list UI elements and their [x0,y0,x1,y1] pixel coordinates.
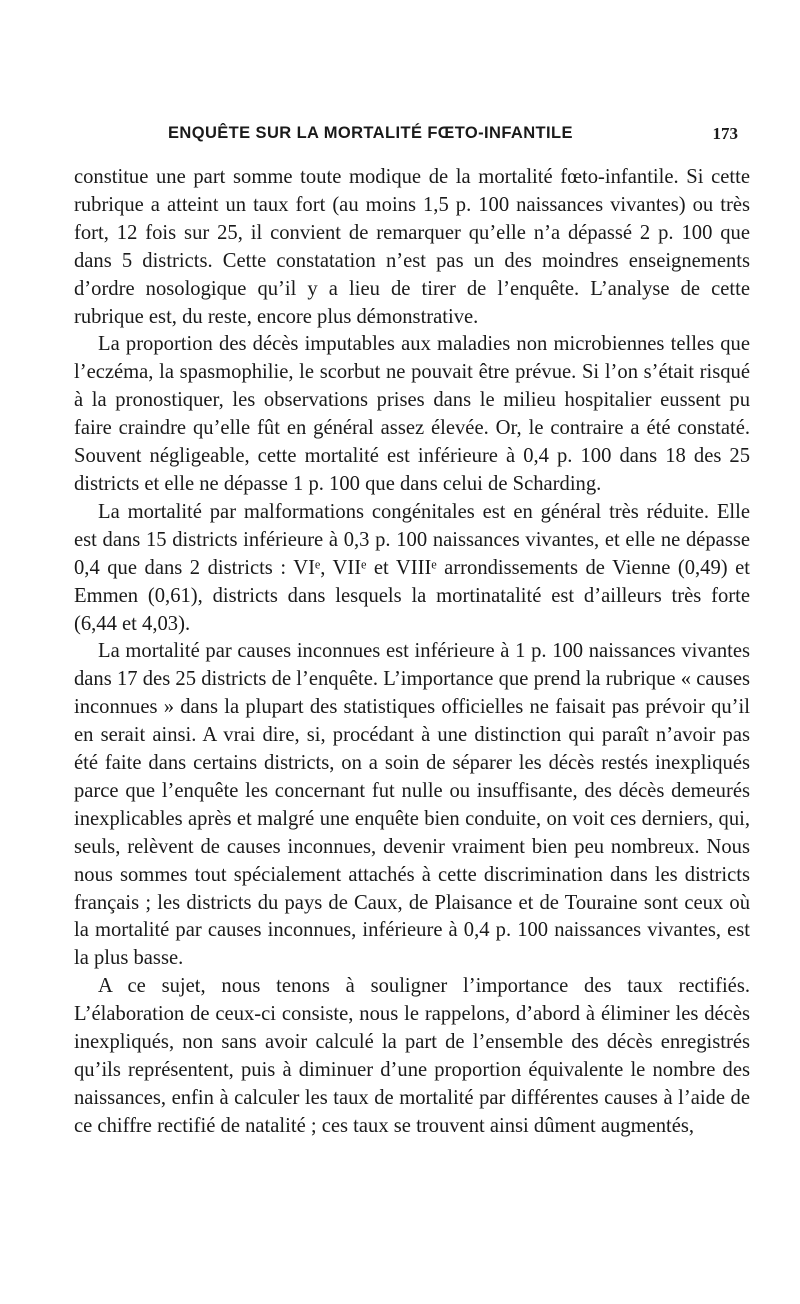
paragraph: La mortalité par causes inconnues est inférieure à 1 p. 100 naissances vivantes dans 17 des 25 districts de l’enquête. L’importance que prend la rubrique « causes inconnues » dans la plupart des statistiques officielles ne faisait pas prévoir qu’il en serait ainsi. A vrai dire, si, procédant à une distinction qui paraît n’avoir pas été faite dans certains districts, on a soin de séparer les décès restés inexpliqués parce que l’enquête les concernant fut nulle ou insuffisante, des décès demeurés inexplicables après et malgré une enquête bien conduite, on voit ces derniers, qui, seuls, relèvent de causes inconnues, devenir vraiment bien peu nombreux. Nous nous sommes tout spécialement attachés à cette discrimination dans les districts français ; les districts du pays de Caux, de Plaisance et de Touraine sont ceux où la mortalité par causes inconnues, inférieure à 0,4 p. 100 naissances vivantes, est la plus basse. [74,640,750,970]
running-head [74,120,750,150]
running-title: ENQUÊTE SUR LA MORTALITÉ FŒTO-INFANTILE [168,124,573,142]
paragraph: A ce sujet, nous tenons à souligner l’importance des taux rectifiés. L’élaboration de ceux-ci consiste, nous le rappelons, d’abord à éliminer les décès inexpliqués, non sans avoir calculé la part de l’ensemble des décès enregistrés qu’ils représentent, puis à diminuer d’une proportion équivalente le nombre des naissances, enfin à calculer les taux de mortalité par différentes causes à l’aide de ce chiffre rectifié de natalité ; ces taux se trouvent ainsi dûment augmentés, [74,975,750,1137]
page-number: 173 [712,124,738,143]
paragraph-continuation: constitue une part somme toute modique de la mortalité fœto-infantile. Si cette rubrique a atteint un taux fort (au moins 1,5 p. 100 naissances vivantes) ou très fort, 12 fois sur 25, il convient de remarquer qu’elle n’a dépassé 2 p. 100 que dans 5 districts. Cette constatation n’est pas un des moindres enseignements d’ordre nosologique qu’il y a lieu de tirer de l’enquête. L’analyse de cette rubrique est, du reste, encore plus démonstrative. [74,166,750,328]
paragraph: La mortalité par malformations congénitales est en général très réduite. Elle est dans 15 districts inférieure à 0,3 p. 100 naissances vivantes, et elle ne dépasse 0,4 que dans 2 districts : VIᵉ, VIIᵉ et VIIIᵉ arrondissements de Vienne (0,49) et Emmen (0,61), districts dans lesquels la mortinatalité est d’ailleurs très forte (6,44 et 4,03). [74,500,750,635]
body-text [74,164,750,1141]
paragraph: La proportion des décès imputables aux maladies non microbiennes telles que l’eczéma, la spasmophilie, le scorbut ne pouvait être prévue. Si l’on s’était risqué à la pronostiquer, les observations prises dans le milieu hospitalier eussent pu faire craindre qu’elle fût en général assez élevée. Or, le contraire a été constaté. Souvent négligeable, cette mortalité est inférieure à 0,4 p. 100 dans 18 des 25 districts et elle ne dépasse 1 p. 100 que dans celui de Scharding. [74,333,750,495]
page [74,120,750,1141]
